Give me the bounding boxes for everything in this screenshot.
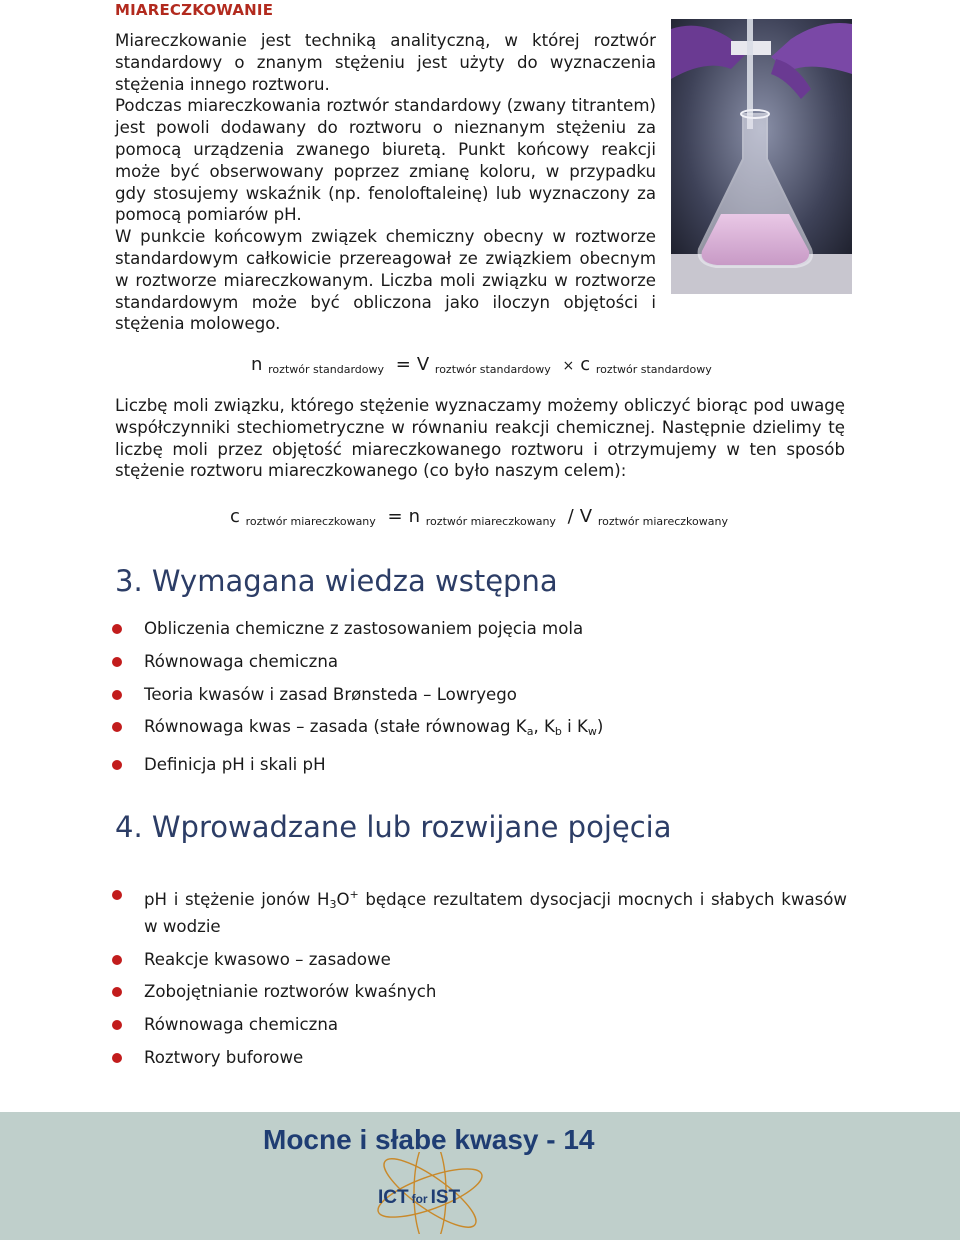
list-item: [112, 1014, 847, 1036]
list-item-text: [144, 717, 604, 739]
bullet-icon: [112, 1020, 122, 1030]
footer-title: Mocne i słabe kwasy - 14: [263, 1124, 595, 1155]
list-item-text: Teoria kwasów i zasad Brønsteda – Lowryego: [144, 684, 517, 704]
formula-symbol-c: c: [580, 354, 591, 375]
formula-symbol-v: V: [416, 354, 430, 375]
formula-times: ×: [562, 358, 575, 374]
list-item-text: Równowaga chemiczna: [144, 1015, 339, 1035]
list-item-text: Równowaga chemiczna: [144, 651, 339, 671]
list-item: [112, 1047, 847, 1069]
formula-moles-standard: [251, 354, 712, 375]
formula-subscript: roztwór miareczkowany: [245, 515, 376, 528]
list-item: [112, 884, 847, 938]
formula-symbol-n: n: [408, 506, 421, 527]
page-footer: [0, 1112, 960, 1240]
formula-symbol-v: V: [579, 506, 593, 527]
formula-equals: =: [387, 506, 403, 527]
intro-text: [115, 30, 656, 335]
subscript: b: [554, 725, 562, 739]
bullet-icon: [112, 955, 122, 965]
bullet-icon: [112, 657, 122, 667]
logo-ist: IST: [430, 1187, 461, 1208]
subscript: w: [587, 725, 597, 739]
formula-subscript: roztwór miareczkowany: [425, 515, 556, 528]
section-4-heading: 4. Wprowadzane lub rozwijane pojęcia: [115, 810, 672, 844]
list-item: [112, 618, 847, 640]
bullet-icon: [112, 760, 122, 770]
formula-concentration: [230, 506, 728, 527]
text-part: , K: [533, 717, 555, 737]
text-part: Równowaga kwas – zasada (stałe równowag K: [144, 717, 527, 737]
formula-symbol-n: n: [251, 354, 263, 375]
formula-equals: =: [395, 354, 411, 375]
list-item: [112, 716, 847, 743]
list-item-text: Zobojętnianie roztworów kwaśnych: [144, 982, 437, 1002]
superscript: +: [349, 888, 359, 901]
formula-symbol-c: c: [230, 506, 240, 527]
formula-subscript: roztwór standardowy: [595, 363, 712, 376]
ict-for-ist-logo: [365, 1152, 495, 1234]
text-part: i K: [561, 717, 588, 737]
concepts-list: [112, 884, 847, 1069]
text-part: pH i stężenie jonów H: [144, 890, 330, 909]
formula-subscript: roztwór standardowy: [268, 363, 385, 376]
bullet-icon: [112, 624, 122, 634]
list-item: [112, 981, 847, 1003]
list-item: [112, 651, 847, 673]
bullet-icon: [112, 890, 122, 900]
list-item-text: Reakcje kwasowo – zasadowe: [144, 949, 391, 969]
section-3-heading: 3. Wymagana wiedza wstępna: [115, 564, 558, 598]
list-item: [112, 684, 847, 706]
bullet-icon: [112, 987, 122, 997]
prerequisites-list: [112, 618, 847, 776]
logo-text: [378, 1187, 460, 1209]
intro-paragraph-3: W punkcie końcowym związek chemiczny obecny w roztworze standardowym całkowicie przereagował ze związkiem obecnym w roztworze miareczkowanym. Liczba moli związku w roztworze standardowym może być obliczona jako iloczyn objętości i stężenia molowego.: [115, 227, 656, 334]
list-item-text: Obliczenia chemiczne z zastosowaniem pojęcia mola: [144, 619, 584, 638]
subscript: 3: [329, 898, 337, 911]
intro-paragraph-1: Miareczkowanie jest techniką analityczną, w której roztwór standardowy o znanym stężeniu jest użyty do wyznaczenia stężenia innego roztworu.: [115, 31, 656, 94]
formula-divide: /: [567, 506, 574, 527]
logo-ict: ICT: [378, 1187, 409, 1208]
list-item: [112, 949, 847, 971]
text-part: O: [336, 890, 350, 909]
logo-for: for: [411, 1192, 428, 1206]
intro-paragraph-2: Podczas miareczkowania roztwór standardowy (zwany titrantem) jest powoli dodawany do roztworu o nieznanym stężeniu za pomocą urządzenia zwanego biuretą. Punkt końcowy reakcji może być obserwowany poprzez zmianę koloru, w przypadku gdy stosujemy wskaźnik (np. fenoloftaleinę) lub wyznaczony za pomocą pomiarów pH.: [115, 96, 656, 225]
list-item-text: Roztwory buforowe: [144, 1047, 304, 1067]
formula-subscript: roztwór standardowy: [434, 363, 551, 376]
section-title: MIARECZKOWANIE: [115, 1, 274, 19]
bullet-icon: [112, 722, 122, 732]
bullet-icon: [112, 1053, 122, 1063]
list-item-text: Definicja pH i skali pH: [144, 755, 326, 775]
formula-subscript: roztwór miareczkowany: [597, 515, 728, 528]
titration-photo: [671, 19, 852, 294]
text-part: ): [596, 717, 604, 737]
list-item: [112, 754, 847, 776]
paragraph-concentration: Liczbę moli związku, którego stężenie wyznaczamy możemy obliczyć biorąc pod uwagę współczynniki stechiometryczne w równaniu reakcji chemicznej. Następnie dzielimy tę liczbę moli przez objętość miareczkowanego roztworu i otrzymujemy w ten sposób stężenie roztworu miareczkowanego (co było naszym celem):: [115, 396, 845, 481]
bullet-icon: [112, 690, 122, 700]
subscript: a: [526, 725, 534, 739]
list-item-text: [144, 890, 847, 936]
text-part: będące rezultatem dysocjacji mocnych i słabych kwasów w wodzie: [144, 890, 847, 936]
